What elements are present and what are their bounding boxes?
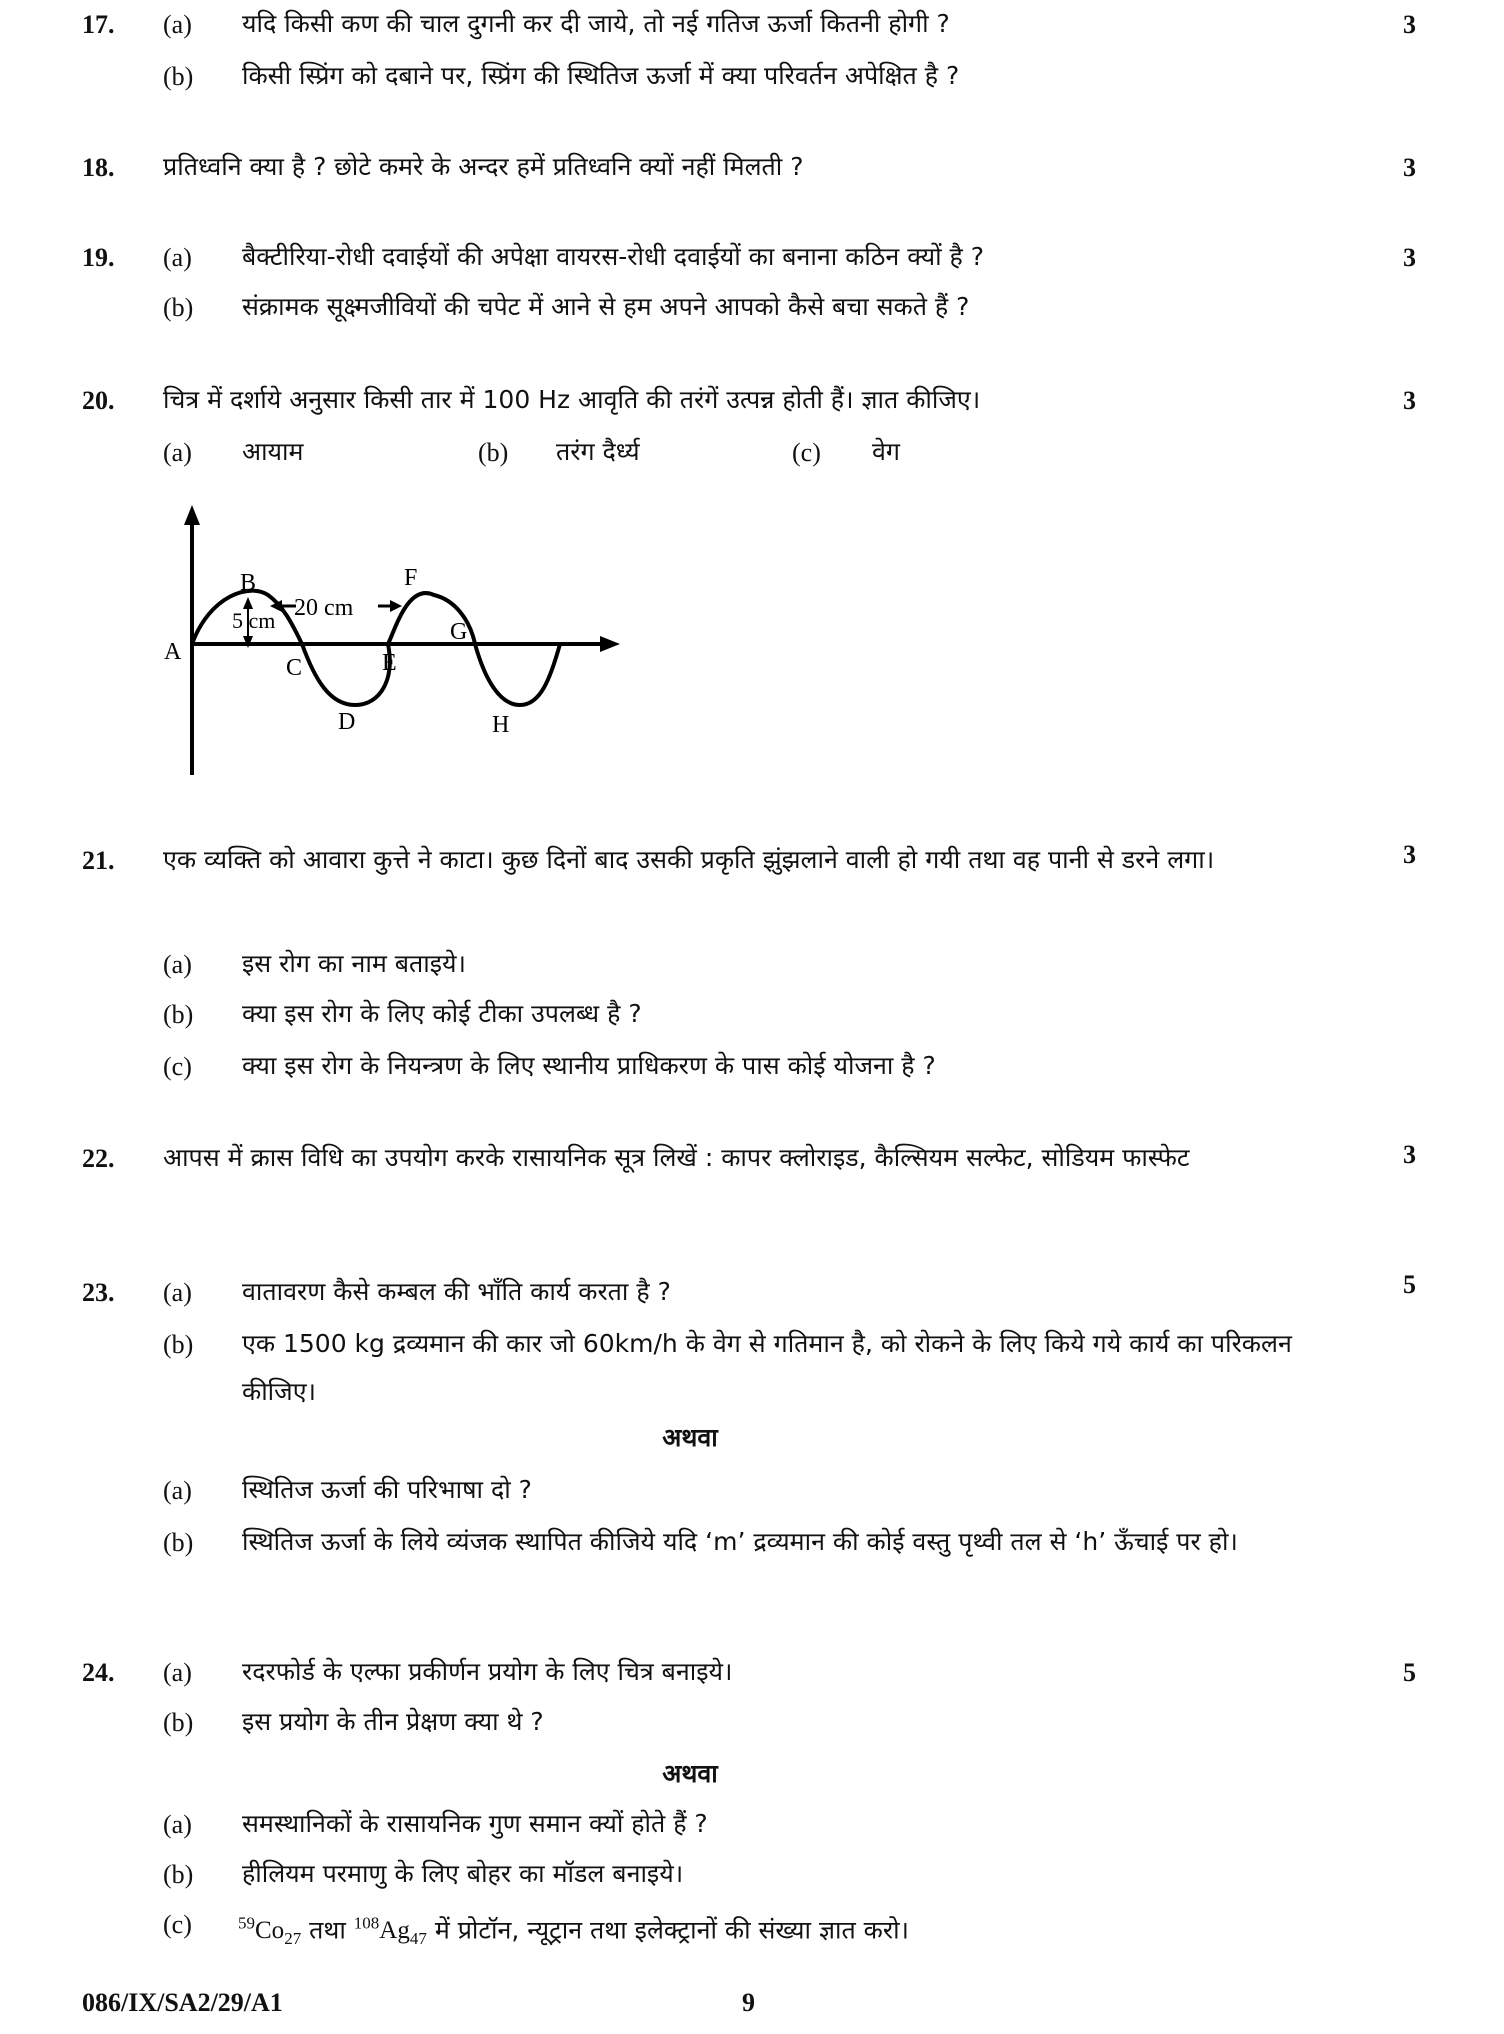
part-label: (b): [163, 1000, 194, 1029]
part-label: (a): [163, 950, 192, 979]
page-number: 9: [742, 1988, 755, 2017]
question-text: प्रतिध्वनि क्या है ? छोटे कमरे के अन्दर हमें प्रतिध्वनि क्यों नहीं मिलती ?: [163, 152, 804, 181]
part-label: (b): [163, 293, 194, 322]
part-text: हीलियम परमाणु के लिए बोहर का मॉडल बनाइये।: [242, 1859, 684, 1888]
part-label: (a): [163, 1810, 192, 1839]
isotope-silver: $^{108}Ag_{47}$: [353, 1914, 427, 1949]
part-label: (c): [792, 438, 821, 467]
marks: 3: [1403, 1140, 1416, 1169]
part-text: समस्थानिकों के रासायनिक गुण समान क्यों होते हैं ?: [242, 1809, 708, 1838]
question-text: एक व्यक्ति को आवारा कुत्ते ने काटा। कुछ दिनों बाद उसकी प्रकृति झुंझलाने वाली हो गयी तथा वह पानी से डरने लगा।: [163, 845, 1215, 874]
part-label: (b): [478, 438, 509, 467]
marks: 3: [1403, 386, 1416, 415]
point-label: H: [492, 712, 510, 738]
question-number: 19.: [82, 243, 115, 272]
question-number: 24.: [82, 1658, 115, 1687]
paper-code: 086/IX/SA2/29/A1: [82, 1988, 283, 2017]
part-text: रदरफोर्ड के एल्फा प्रकीर्णन प्रयोग के लिए चित्र बनाइये।: [242, 1657, 733, 1686]
part-text: संक्रामक सूक्ष्मजीवियों की चपेट में आने से हम अपने आपको कैसे बचा सकते हैं ?: [242, 292, 970, 321]
point-label: E: [382, 650, 397, 676]
wave-diagram: [140, 505, 640, 785]
point-label: C: [286, 655, 303, 681]
part-text: आयाम: [242, 437, 304, 466]
part-label: (b): [163, 1528, 194, 1557]
or-label: अथवा: [662, 1759, 718, 1788]
point-label: G: [450, 619, 468, 645]
part-label: (a): [163, 1278, 192, 1307]
part-text: एक 1500 kg द्रव्यमान की कार जो 60km/h के वेग से गतिमान है, को रोकने के लिए किये गये कार्य का परिकलन कीजिए।: [242, 1329, 1292, 1406]
part-label: (b): [163, 1860, 194, 1889]
part-label: (c): [163, 1052, 192, 1081]
isotope-cobalt: $^{59}Co_{27}$: [238, 1914, 302, 1949]
part-text: वेग: [872, 437, 900, 466]
question-number: 17.: [82, 10, 115, 39]
or-label: अथवा: [662, 1423, 718, 1452]
part-text: $^{59}Co_{27}$ तथा $^{108}Ag_{47}$ में प्रोटॉन, न्यूट्रान तथा इलेक्ट्रानों की संख्या ज्ञात करो।: [238, 1914, 910, 1949]
marks: 3: [1403, 10, 1416, 39]
part-text: इस प्रयोग के तीन प्रेक्षण क्या थे ?: [242, 1707, 544, 1736]
part-label: (a): [163, 1658, 192, 1687]
part-label: (b): [163, 62, 194, 91]
part-text: बैक्टीरिया-रोधी दवाईयों की अपेक्षा वायरस-रोधी दवाईयों का बनाना कठिन क्यों है ?: [242, 242, 985, 271]
part-text: क्या इस रोग के लिए कोई टीका उपलब्ध है ?: [242, 999, 642, 1028]
part-text: क्या इस रोग के नियन्त्रण के लिए स्थानीय प्राधिकरण के पास कोई योजना है ?: [242, 1051, 936, 1080]
question-number: 22.: [82, 1144, 115, 1173]
part-text: यदि किसी कण की चाल दुगनी कर दी जाये, तो नई गतिज ऊर्जा कितनी होगी ?: [242, 9, 950, 38]
part-label: (a): [163, 243, 192, 272]
part-label: (a): [163, 438, 192, 467]
marks: 5: [1403, 1658, 1416, 1687]
distance-label: 20 cm: [294, 595, 354, 621]
part-text: स्थितिज ऊर्जा की परिभाषा दो ?: [242, 1475, 532, 1504]
point-label: D: [338, 709, 356, 735]
part-label: (c): [163, 1910, 192, 1939]
amplitude-label: 5 cm: [232, 608, 276, 633]
point-label: B: [240, 570, 257, 596]
part-text: स्थितिज ऊर्जा के लिये व्यंजक स्थापित कीजिये यदि ‘m’ द्रव्यमान की कोई वस्तु पृथ्वी तल से ‘h’ ऊँचाई पर हो।: [242, 1527, 1238, 1556]
question-number: 23.: [82, 1278, 115, 1307]
marks: 3: [1403, 840, 1416, 869]
marks: 3: [1403, 243, 1416, 272]
question-number: 18.: [82, 153, 115, 182]
question-number: 21.: [82, 846, 115, 875]
part-label: (a): [163, 10, 192, 39]
part-text: वातावरण कैसे कम्बल की भाँति कार्य करता है ?: [242, 1277, 671, 1306]
question-number: 20.: [82, 386, 115, 415]
point-label: F: [404, 565, 418, 591]
part-text: तरंग दैर्ध्य: [556, 437, 640, 466]
part-text: किसी स्प्रिंग को दबाने पर, स्प्रिंग की स्थितिज ऊर्जा में क्या परिवर्तन अपेक्षित है ?: [242, 61, 960, 90]
marks: 3: [1403, 153, 1416, 182]
part-label: (b): [163, 1708, 194, 1737]
marks: 5: [1403, 1270, 1416, 1299]
point-label: A: [164, 639, 182, 665]
part-label: (b): [163, 1330, 194, 1359]
question-text: चित्र में दर्शाये अनुसार किसी तार में 100 Hz आवृति की तरंगें उत्पन्न होती हैं। ज्ञात कीजिए।: [163, 385, 981, 414]
question-text: आपस में क्रास विधि का उपयोग करके रासायनिक सूत्र लिखें : कापर क्लोराइड, कैल्सियम सल्फेट, सोडियम फास्फेट: [163, 1143, 1190, 1172]
part-label: (a): [163, 1476, 192, 1505]
part-text: इस रोग का नाम बताइये।: [242, 949, 466, 978]
